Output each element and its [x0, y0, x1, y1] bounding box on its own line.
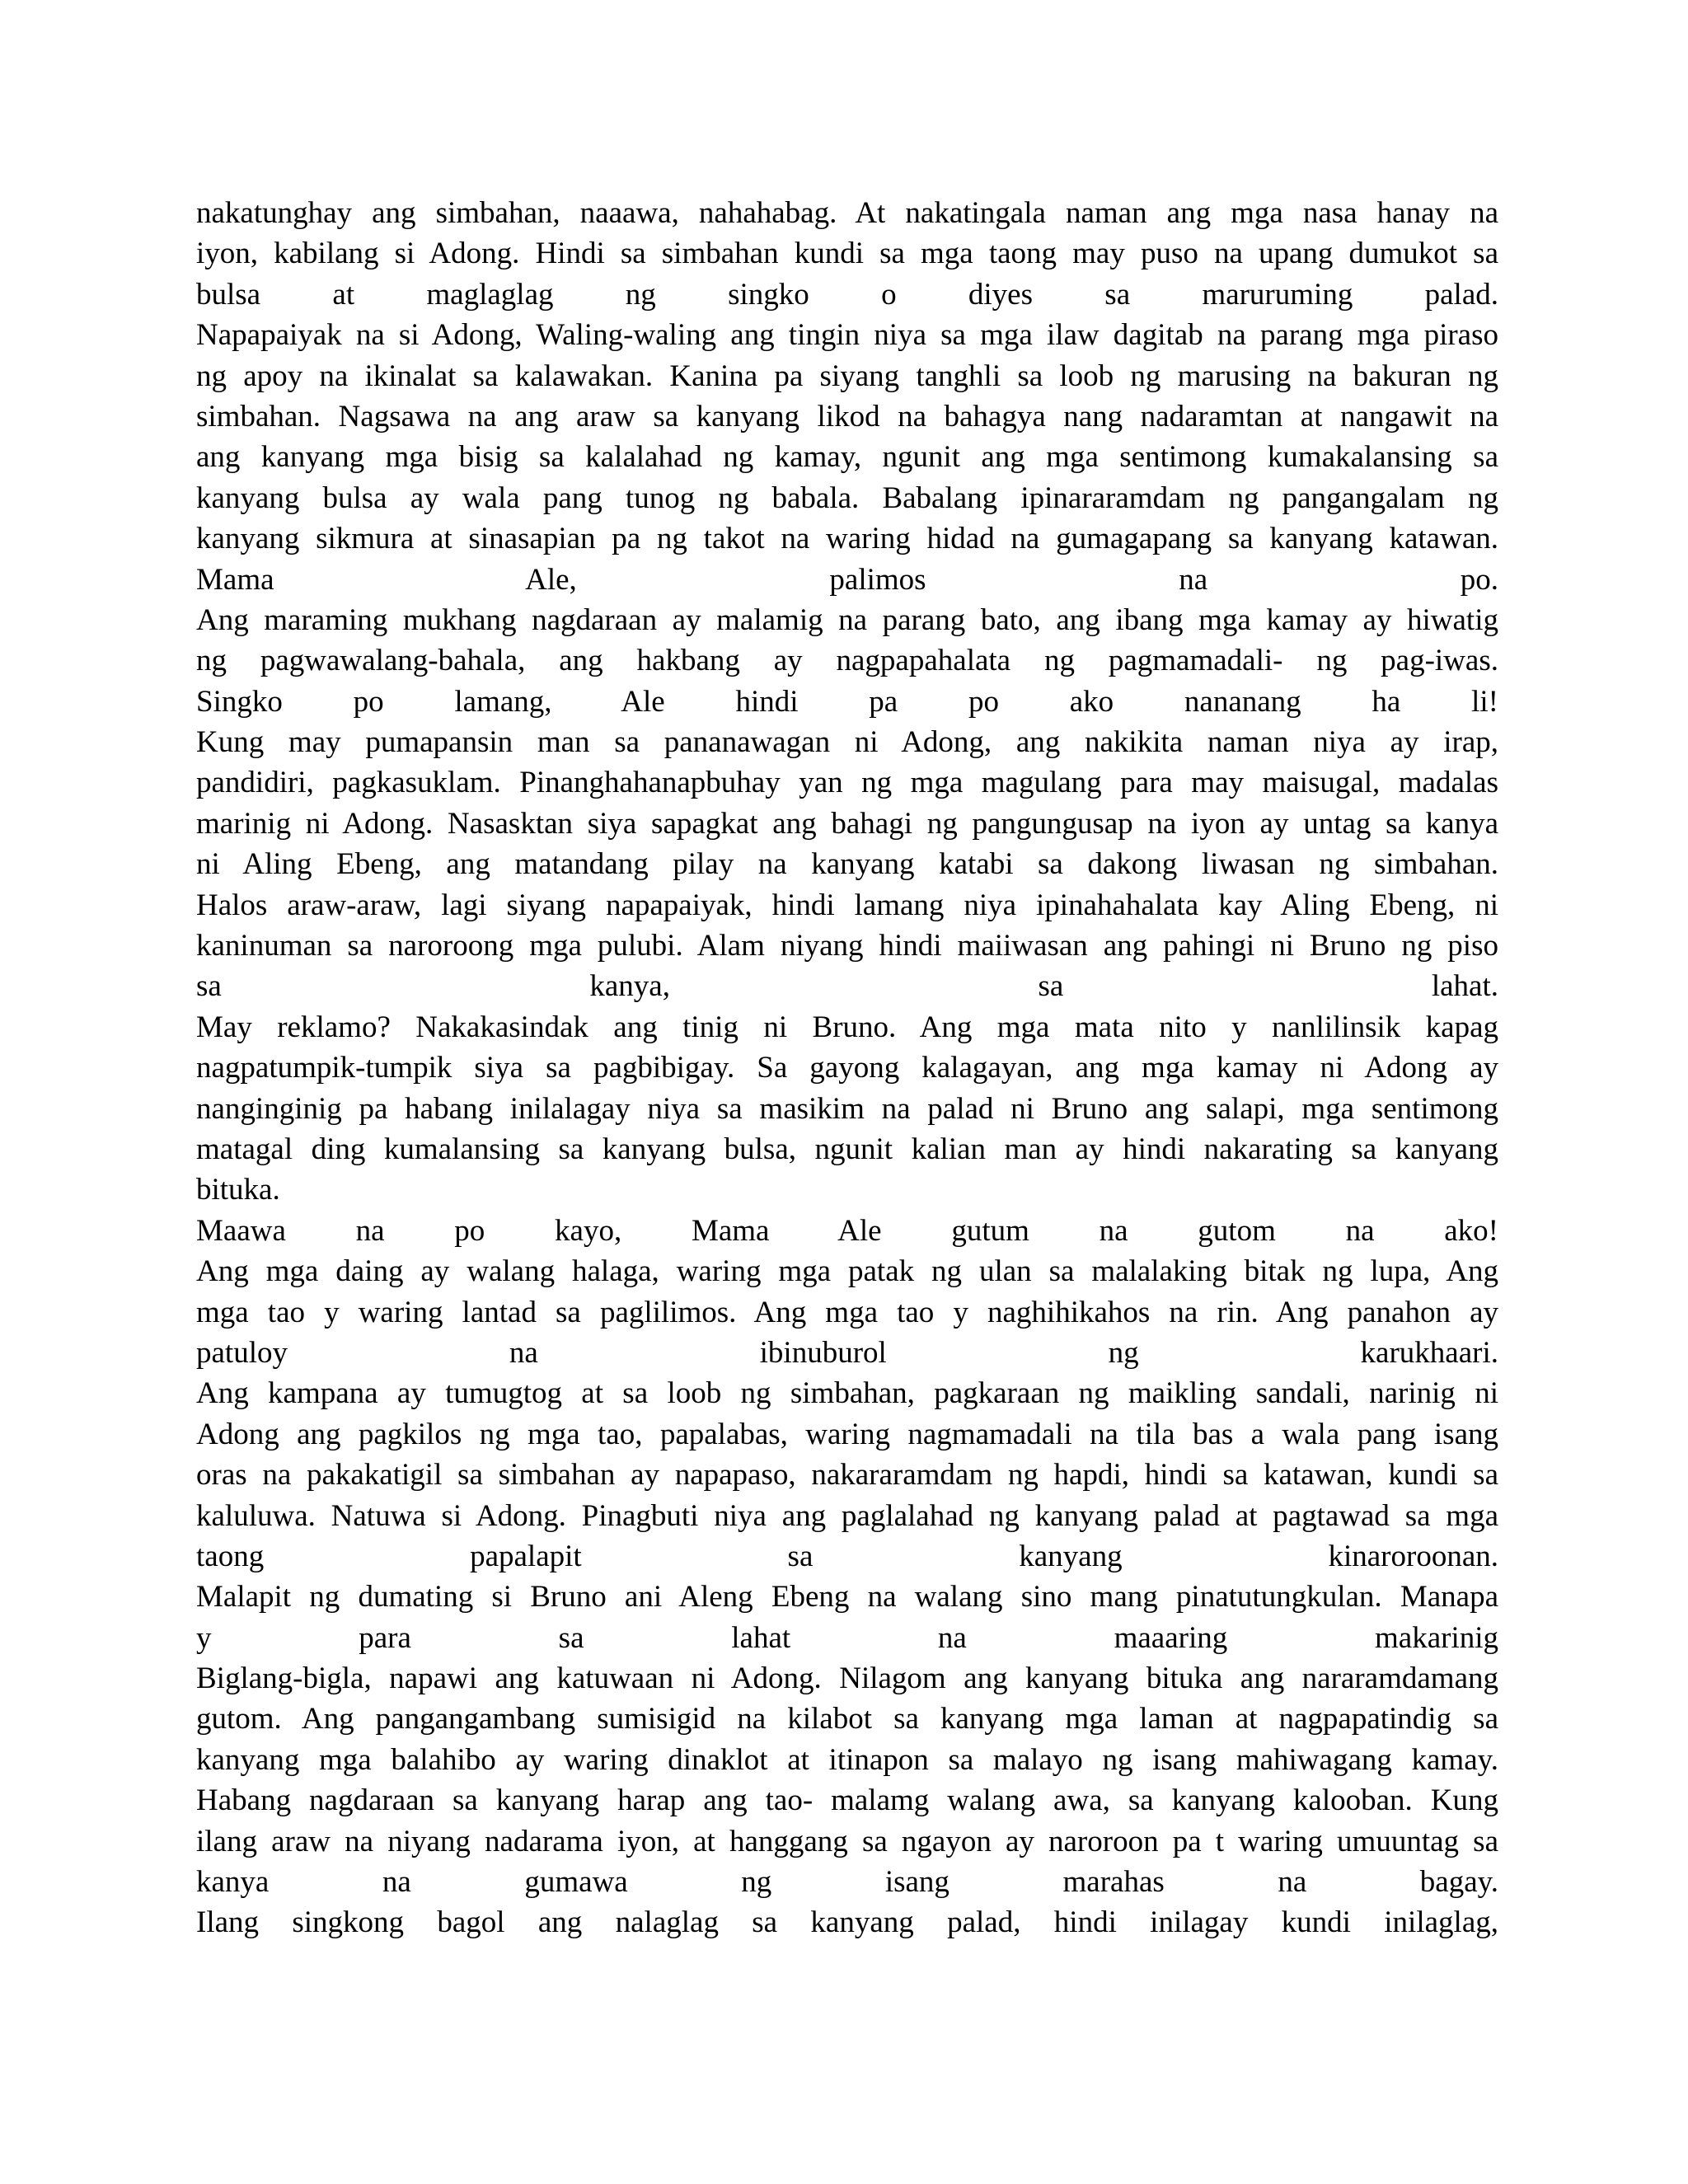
text-line: Napapaiyak na si Adong, Waling-waling ang tingin niya sa mga ilaw dagitab na parang mga piraso — [196, 318, 1498, 353]
text-line: Adong ang pagkilos ng mga tao, papalabas, waring nagmamadali na tila bas a wala pang isang — [196, 1417, 1498, 1451]
text-line: matagal ding kumalansing sa kanyang bulsa, ngunit kalian man ay hindi nakarating sa kanyang — [196, 1132, 1498, 1166]
text-line: Halos araw-araw, lagi siyang napapaiyak, hindi lamang niya ipinahahalata kay Aling Ebeng, ni — [196, 888, 1498, 922]
text-line: sa kanya, sa lahat. — [196, 969, 1498, 1004]
text-line: ni Aling Ebeng, ang matandang pilay na kanyang katabi sa dakong liwasan ng simbahan. — [196, 847, 1498, 882]
text-line: Ang mga daing ay walang halaga, waring mga patak ng ulan sa malalaking bitak ng lupa, Ang — [196, 1254, 1498, 1289]
text-line: ang kanyang mga bisig sa kalalahad ng kamay, ngunit ang mga sentimong kumakalansing sa — [196, 440, 1498, 475]
text-line: ng pagwawalang-bahala, ang hakbang ay nagpapahalata ng pagmamadali- ng pag-iwas. — [196, 644, 1498, 678]
text-line: Ilang singkong bagol ang nalaglag sa kanyang palad, hindi inilagay kundi inilaglag, — [196, 1905, 1498, 1940]
text-line: Maawa na po kayo, Mama Ale gutum na gutom na ako! — [196, 1213, 1498, 1248]
text-line: y para sa lahat na maaaring makarinig — [196, 1620, 1498, 1655]
text-line: nanginginig pa habang inilalagay niya sa masikim na palad ni Bruno ang salapi, mga sentimong — [196, 1091, 1498, 1126]
text-line: iyon, kabilang si Adong. Hindi sa simbahan kundi sa mga taong may puso na upang dumukot sa — [196, 237, 1498, 271]
text-line: bituka. — [196, 1173, 280, 1207]
text-line: kaluluwa. Natuwa si Adong. Pinagbuti niya ang paglalahad ng kanyang palad at pagtawad sa mga — [196, 1498, 1498, 1533]
text-line: Ang kampana ay tumugtog at sa loob ng simbahan, pagkaraan ng maikling sandali, narinig ni — [196, 1376, 1498, 1411]
text-line: ng apoy na ikinalat sa kalawakan. Kanina pa siyang tanghli sa loob ng marusing na bakuran ng — [196, 359, 1498, 393]
text-line: marinig ni Adong. Nasasktan siya sapagkat ang bahagi ng pangungusap na iyon ay untag sa kanya — [196, 806, 1498, 841]
text-line: Singko po lamang, Ale hindi pa po ako nananang ha li! — [196, 684, 1498, 719]
text-line: nakatunghay ang simbahan, naaawa, nahahabag. At nakatingala naman ang mga nasa hanay na — [196, 196, 1498, 230]
text-line: simbahan. Nagsawa na ang araw sa kanyang likod na bahagya nang nadaramtan at nangawit na — [196, 399, 1498, 434]
text-line: Habang nagdaraan sa kanyang harap ang tao- malamg walang awa, sa kanyang kalooban. Kung — [196, 1783, 1498, 1818]
text-line: nagpatumpik-tumpik siya sa pagbibigay. Sa gayong kalagayan, ang mga kamay ni Adong ay — [196, 1051, 1498, 1085]
text-line: kanyang bulsa ay wala pang tunog ng babala. Babalang ipinararamdam ng pangangalam ng — [196, 480, 1498, 515]
text-line: mga tao y waring lantad sa paglilimos. Ang mga tao y naghihikahos na rin. Ang panahon ay — [196, 1295, 1498, 1329]
document-body-text — [196, 193, 1498, 1943]
text-line: Ang maraming mukhang nagdaraan ay malamig na parang bato, ang ibang mga kamay ay hiwatig — [196, 602, 1498, 637]
text-line: kanyang sikmura at sinasapian pa ng takot na waring hidad na gumagapang sa kanyang katawan. — [196, 522, 1498, 556]
text-line: patuloy na ibinuburol ng karukhaari. — [196, 1335, 1498, 1370]
text-line: taong papalapit sa kanyang kinaroroonan. — [196, 1539, 1498, 1573]
text-line: Kung may pumapansin man sa pananawagan ni Adong, ang nakikita naman niya ay irap, — [196, 725, 1498, 760]
text-line: gutom. Ang pangangambang sumisigid na kilabot sa kanyang mga laman at nagpapatindig sa — [196, 1702, 1498, 1736]
text-line: ilang araw na niyang nadarama iyon, at hanggang sa ngayon ay naroroon pa t waring umuuntag sa — [196, 1824, 1498, 1858]
text-line: kanya na gumawa ng isang marahas na bagay. — [196, 1865, 1498, 1900]
text-line: kaninuman sa naroroong mga pulubi. Alam niyang hindi maiiwasan ang pahingi ni Bruno ng piso — [196, 929, 1498, 963]
text-line: oras na pakakatigil sa simbahan ay napapaso, nakararamdam ng hapdi, hindi sa katawan, kundi sa — [196, 1458, 1498, 1493]
text-line: Malapit ng dumating si Bruno ani Aleng Ebeng na walang sino mang pinatutungkulan. Manapa — [196, 1580, 1498, 1615]
text-line: Biglang-bigla, napawi ang katuwaan ni Adong. Nilagom ang kanyang bituka ang nararamdamang — [196, 1661, 1498, 1696]
text-line: pandidiri, pagkasuklam. Pinanghahanapbuhay yan ng mga magulang para may maisugal, madalas — [196, 766, 1498, 800]
text-line: Mama Ale, palimos na po. — [196, 562, 1498, 597]
text-line: May reklamo? Nakakasindak ang tinig ni Bruno. Ang mga mata nito y nanlilinsik kapag — [196, 1010, 1498, 1044]
text-line: kanyang mga balahibo ay waring dinaklot at itinapon sa malayo ng isang mahiwagang kamay. — [196, 1742, 1498, 1777]
text-line: bulsa at maglaglag ng singko o diyes sa maruruming palad. — [196, 277, 1498, 312]
